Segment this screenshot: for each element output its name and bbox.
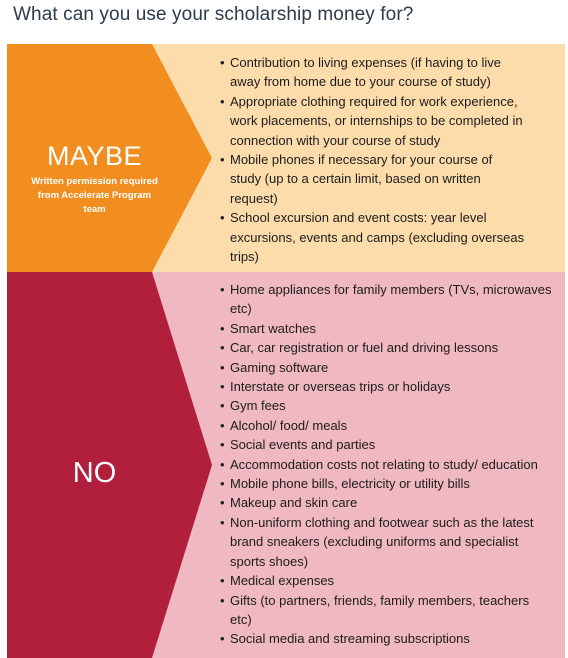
maybe-note-line: from Accelerate Program [37, 190, 152, 201]
list-item-text: • Home appliances for family members (TVs, microwaves [230, 282, 552, 297]
list-item [220, 53, 560, 92]
list-item-text: • Smart watches [230, 320, 316, 336]
list-item [220, 571, 560, 590]
list-item-text: • Non-uniform clothing and footwear such as the latest [230, 514, 534, 530]
list-item-text: • Mobile phone bills, electricity or utility bills [230, 476, 470, 492]
no-section [7, 272, 565, 658]
list-item-text: • Social media and streaming subscriptions [230, 631, 470, 647]
list-item-text: • Contribution to living expenses (if having to live [230, 55, 501, 70]
page-title: What can you use your scholarship money for? [13, 4, 414, 25]
list-item [220, 493, 560, 512]
list-item-text: • Appropriate clothing required for work experience, [230, 93, 518, 109]
list-item [220, 280, 560, 319]
list-item-text: • Mobile phones if necessary for your course of [230, 152, 493, 168]
maybe-label: MAYBE [46, 141, 143, 171]
list-item [220, 396, 560, 415]
no-label: NO [72, 457, 117, 489]
list-item [220, 377, 560, 396]
list-item-text: • Gifts (to partners, friends, family members, teachers [230, 592, 530, 608]
list-item [220, 319, 560, 338]
list-item [220, 358, 560, 377]
list-item-text: away from home due to your course of study) [230, 74, 491, 90]
list-item-text: excursions, events and camps (excluding overseas [230, 229, 525, 245]
list-item-text: • Gym fees [230, 398, 286, 414]
list-item-text: trips) [230, 249, 259, 265]
list-item [220, 455, 560, 474]
list-item [220, 150, 560, 208]
no-items-list [220, 280, 560, 649]
list-item-text: • School excursion and event costs: year level [230, 210, 487, 226]
list-item-text: • Gaming software [230, 359, 329, 375]
maybe-permission-note [7, 175, 182, 217]
list-item-text: • Car, car registration or fuel and driving lessons [230, 340, 499, 356]
list-item-text: brand sneakers (excluding uniforms and specialist [230, 534, 519, 550]
list-item-text: • Medical expenses [230, 573, 335, 589]
list-item-text: • Makeup and skin care [230, 495, 358, 511]
list-item-text: • Accommodation costs not relating to study/ education [230, 456, 538, 472]
list-item [220, 338, 560, 357]
maybe-items-list [220, 53, 560, 266]
list-item [220, 474, 560, 493]
list-item-text: etc) [230, 611, 252, 627]
list-item-text: • Social events and parties [230, 437, 376, 453]
list-item-text: • Alcohol/ food/ meals [230, 417, 348, 433]
list-item [220, 629, 560, 648]
list-item-text: request) [230, 190, 278, 206]
list-item [220, 591, 560, 630]
maybe-section [7, 44, 565, 272]
list-item-text: sports shoes) [230, 553, 309, 569]
list-item [220, 513, 560, 571]
list-item-text: etc) [230, 301, 252, 317]
list-item-text: study (up to a certain limit, based on written [230, 171, 481, 187]
list-item [220, 92, 560, 150]
list-item [220, 416, 560, 435]
list-item [220, 208, 560, 266]
list-item-text: work placements, or internships to be completed in [230, 113, 523, 129]
maybe-note-line: Written permission required [31, 176, 158, 187]
maybe-note-line: team [83, 204, 106, 215]
list-item-text: • Interstate or overseas trips or holidays [230, 379, 451, 395]
list-item-text: connection with your course of study [230, 132, 441, 148]
list-item [220, 435, 560, 454]
